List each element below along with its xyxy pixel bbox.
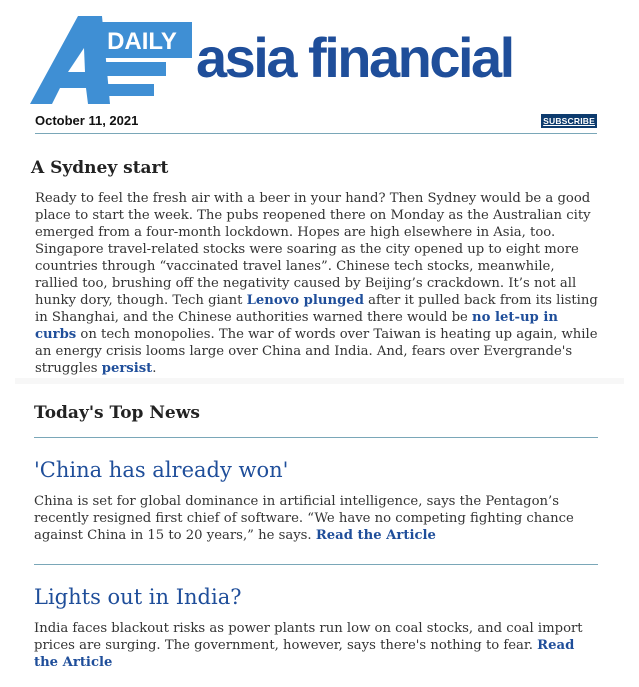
- story-title[interactable]: Lights out in India?: [34, 585, 242, 609]
- story-summary: [34, 493, 594, 544]
- story-text: China is set for global dominance in artificial intelligence, says the Pentagon’s recently resigned first chief of software. “We have no competing fighting chance against China in 15 to 20 years,” he says.: [34, 494, 574, 543]
- persist-link[interactable]: persist: [101, 361, 153, 376]
- intro-title: A Sydney start: [31, 158, 169, 178]
- divider: [34, 564, 598, 565]
- brand-name: asia financial: [196, 26, 513, 89]
- no-let-up-link[interactable]: no let-up in curbs: [35, 310, 558, 342]
- story-summary: [34, 620, 594, 671]
- section-separator: [15, 378, 624, 384]
- header: [0, 0, 639, 110]
- intro-text-3: on tech monopolies. The war of words over Taiwan is heating up again, while an energy crisis looms large over China and India. And, fears over Evergrande's struggles: [35, 327, 598, 376]
- lenovo-plunged-link[interactable]: Lenovo plunged: [246, 293, 364, 308]
- story-title[interactable]: 'China has already won': [34, 458, 289, 482]
- issue-date: October 11, 2021: [35, 113, 139, 128]
- intro-text-4: .: [152, 361, 157, 376]
- divider: [34, 437, 598, 438]
- intro-text-2: after it pulled back from its listing in Shanghai, and the Chinese authorities warned there would be: [35, 293, 598, 325]
- intro-text-1: Ready to feel the fresh air with a beer in your hand? Then Sydney would be a good place to start the week. The pubs reopened there on Monday as the Australian city emerged from a four-month lockdown. Hopes are high elsewhere in Asia, too. Singapore travel-related stocks were soaring as the city opened up to eight more countries through “vaccinated travel lanes”. Chinese tech stocks, meanwhile, rallied too, brushing off the negativity caused by Beijing’s crackdown. It’s not all hunky dory, though. Tech giant: [35, 191, 591, 308]
- read-article-link[interactable]: Read the Article: [34, 638, 575, 670]
- date-row: [35, 111, 597, 134]
- top-news-heading: Today's Top News: [34, 403, 200, 423]
- read-article-link[interactable]: Read the Article: [315, 528, 436, 543]
- story-text: India faces blackout risks as power plants run low on coal stocks, and coal import prices are surging. The government, however, says there's nothing to fear.: [34, 621, 583, 653]
- subscribe-button[interactable]: SUBSCRIBE: [543, 116, 595, 126]
- logo-badge: DAILY: [107, 28, 177, 55]
- intro-paragraph: [35, 190, 600, 377]
- af-logo-icon[interactable]: [30, 14, 195, 106]
